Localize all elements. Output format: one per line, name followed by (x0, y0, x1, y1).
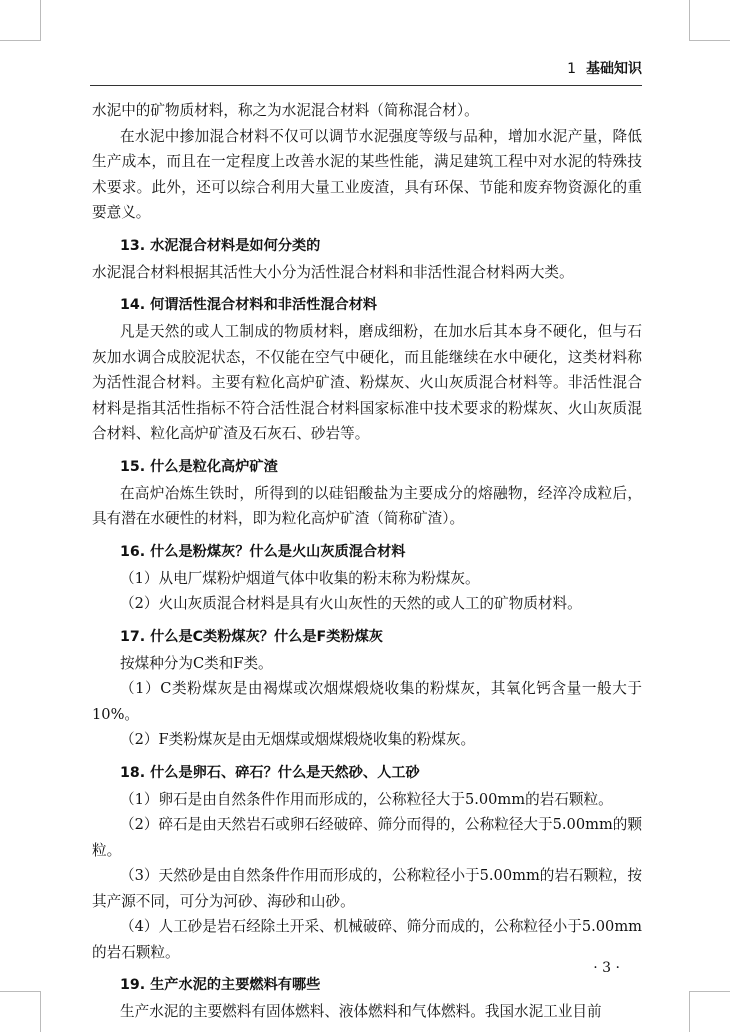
section-15-paragraph-1: 在高炉冶炼生铁时，所得到的以硅铝酸盐为主要成分的熔融物，经淬冷成粒后，具有潜在水硬性的材料，即为粒化高炉矿渣（简称矿渣）。 (92, 484, 642, 527)
section-18-heading: 18. 什么是卵石、碎石？什么是天然砂、人工砂 (120, 764, 420, 781)
body-text (92, 98, 642, 1025)
section-15-heading: 15. 什么是粒化高炉矿渣 (120, 458, 278, 475)
crop-mark-top-right (689, 0, 730, 41)
chapter-title: 基础知识 (586, 61, 642, 77)
section-16-heading: 16. 什么是粉煤灰？什么是火山灰质混合材料 (120, 543, 406, 560)
section-17-heading: 17. 什么是C类粉煤灰？什么是F类粉煤灰 (120, 628, 383, 645)
section-14-paragraph-1: 凡是天然的或人工制成的物质材料，磨成细粉，在加水后其本身不硬化，但与石灰加水调合成胶泥状态，不仅能在空气中硬化，而且能继续在水中硬化，这类材料称为活性混合材料。主要有粒化高炉矿渣、粉煤灰、火山灰质混合材料等。非活性混合材料是指其活性指标不符合活性混合材料国家标准中技术要求的粉煤灰、火山灰质混合材料、粒化高炉矿渣及石灰石、砂岩等。 (92, 323, 642, 442)
section-17-paragraph-1: 按煤种分为C类和F类。 (120, 654, 273, 672)
section-16-paragraph-2: （2）火山灰质混合材料是具有火山灰性的天然的或人工的矿物质材料。 (120, 595, 582, 612)
crop-mark-bottom-right (689, 991, 730, 1032)
intro-paragraph-1: 水泥中的矿物质材料，称之为水泥混合材料（简称混合材）。 (92, 102, 479, 119)
section-19-paragraph-1: 生产水泥的主要燃料有固体燃料、液体燃料和气体燃料。我国水泥工业目前 (120, 1003, 602, 1020)
section-13-heading: 13. 水泥混合材料是如何分类的 (120, 237, 321, 254)
intro-paragraph-2: 在水泥中掺加混合材料不仅可以调节水泥强度等级与品种，增加水泥产量，降低生产成本，而且在一定程度上改善水泥的某些性能，满足建筑工程中对水泥的特殊技术要求。此外，还可以综合利用大量工业废渣，具有环保、节能和废弃物资源化的重要意义。 (92, 127, 642, 221)
crop-mark-bottom-left (0, 991, 41, 1032)
section-19-heading: 19. 生产水泥的主要燃料有哪些 (120, 977, 321, 993)
section-16-paragraph-1: （1）从电厂煤粉炉烟道气体中收集的粉末称为粉煤灰。 (120, 569, 480, 587)
chapter-number: 1 (567, 61, 576, 77)
section-18-paragraph-1: （1）卵石是由自然条件作用而形成的，公称粒径大于5.00mm的岩石颗粒。 (120, 790, 613, 808)
section-14-heading: 14. 何谓活性混合材料和非活性混合材料 (120, 297, 378, 313)
page-number: · 3 · (593, 960, 620, 976)
section-18-paragraph-4: （4）人工砂是岩石经除土开采、机械破碎、筛分而成的，公称粒径小于5.00mm的岩石颗粒。 (92, 918, 642, 961)
section-18-paragraph-2: （2）碎石是由天然岩石或卵石经破碎、筛分而得的，公称粒径大于5.00mm的颗粒。 (92, 816, 642, 859)
section-18-paragraph-3: （3）天然砂是由自然条件作用而形成的，公称粒径小于5.00mm的岩石颗粒，按其产源不同，可分为河砂、海砂和山砂。 (92, 867, 642, 910)
crop-mark-top-left (0, 0, 41, 41)
section-17-paragraph-2: （1）C类粉煤灰是由褐煤或次烟煤煅烧收集的粉煤灰，其氧化钙含量一般大于10%。 (92, 680, 642, 723)
section-13-paragraph-1: 水泥混合材料根据其活性大小分为活性混合材料和非活性混合材料两大类。 (92, 263, 574, 281)
section-17-paragraph-3: （2）F类粉煤灰是由无烟煤或烟煤煅烧收集的粉煤灰。 (120, 731, 476, 748)
running-header (90, 58, 642, 86)
